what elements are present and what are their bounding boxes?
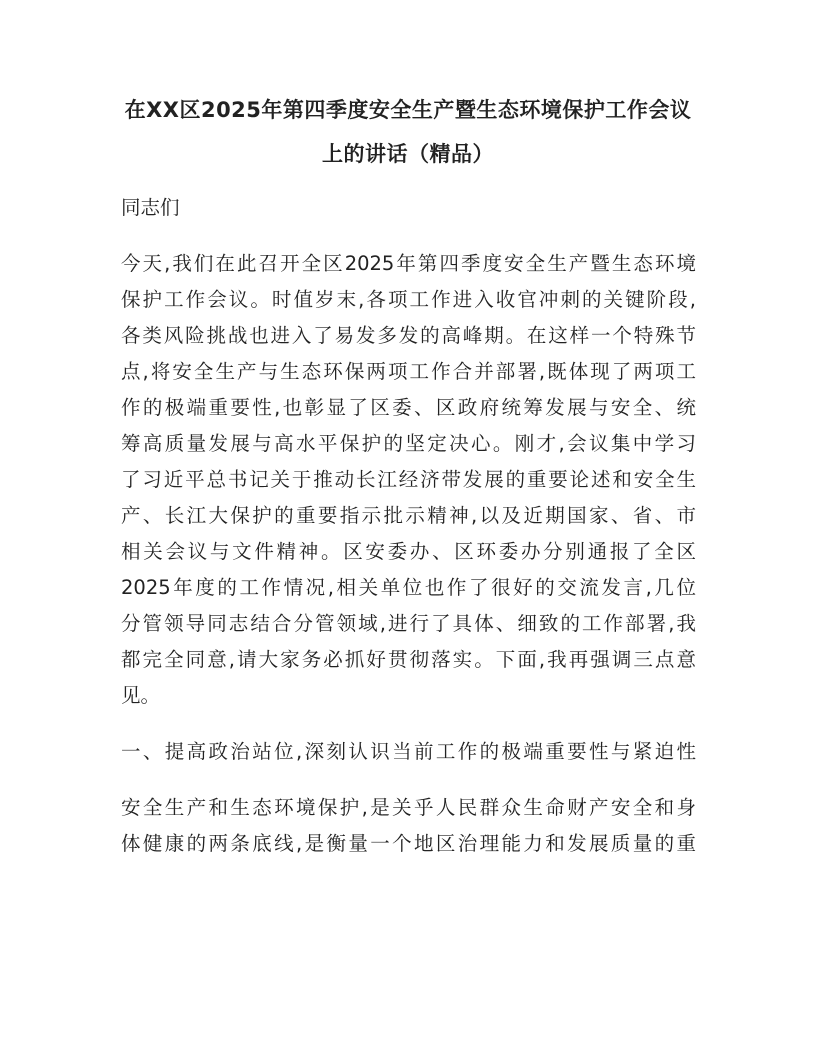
paragraph-1-line: 今天,我们在此召开全区2025年第四季度安全生产暨生态环境 [121,252,696,275]
paragraph-1-line: 见。 [121,684,161,707]
paragraph-1-line: 各类风险挑战也进入了易发多发的高峰期。在这样一个特殊节 [121,324,696,347]
document-title-line-2: 上的讲话（精品） [322,142,494,166]
paragraph-1-line: 相关会议与文件精神。区安委办、区环委办分别通报了全区 [121,540,696,563]
paragraph-1-line: 保护工作会议。时值岁末,各项工作进入收官冲刺的关键阶段, [121,288,696,311]
paragraph-1-line: 分管领导同志结合分管领域,进行了具体、细致的工作部署,我 [121,612,696,635]
document-title-line-1: 在XX区2025年第四季度安全生产暨生态环境保护工作会议 [124,98,692,122]
paragraph-1-line: 2025年度的工作情况,相关单位也作了很好的交流发言,几位 [121,576,696,599]
paragraph-1-line: 产、长江大保护的重要指示批示精神,以及近期国家、省、市 [121,504,696,527]
paragraph-2-line: 安全生产和生态环境保护,是关乎人民群众生命财产安全和身 [121,796,696,819]
paragraph-2-line: 体健康的两条底线,是衡量一个地区治理能力和发展质量的重 [121,832,696,855]
salutation: 同志们 [121,196,180,219]
paragraph-1-line: 了习近平总书记关于推动长江经济带发展的重要论述和安全生 [121,468,696,491]
paragraph-1-line: 筹高质量发展与高水平保护的坚定决心。刚才,会议集中学习 [121,432,696,455]
paragraph-1-line: 作的极端重要性,也彰显了区委、区政府统筹发展与安全、统 [121,396,696,419]
section-heading-1: 一、提高政治站位,深刻认识当前工作的极端重要性与紧迫性 [121,740,696,763]
paragraph-1-line: 都完全同意,请大家务必抓好贯彻落实。下面,我再强调三点意 [121,648,696,671]
paragraph-1-line: 点,将安全生产与生态环保两项工作合并部署,既体现了两项工 [121,360,696,383]
